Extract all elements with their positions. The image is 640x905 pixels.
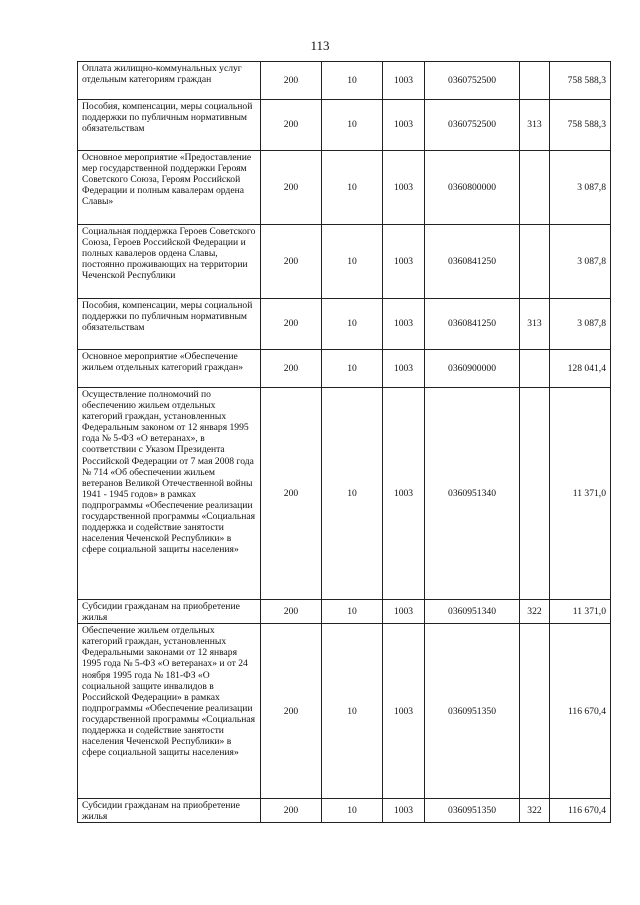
- table-row: [78, 62, 611, 100]
- col-sum: 128 041,4: [550, 350, 611, 388]
- col-vedomstvo: 200: [261, 62, 322, 100]
- table-row: [78, 299, 611, 350]
- row-name: Основное мероприятие «Предоставление мер государственной поддержки Героям Советского Союза, Героям Российской Федерации и полным кавалерам ордена Славы»: [78, 151, 261, 225]
- col-razdel: 10: [322, 151, 383, 225]
- col-razdel: 10: [322, 62, 383, 100]
- col-csr: 0360951350: [425, 799, 520, 823]
- col-podrazdel: 1003: [383, 100, 425, 151]
- row-name: Обеспечение жильем отдельных категорий граждан, установленных Федеральными законами от 12 января 1995 года № 5-ФЗ «О ветеранах» и от 24 ноября 1995 года № 181-ФЗ «О социальной защите инвалидов в Российской Федерации» в рамках подпрограммы «Обеспечение реализации государственной программы «Социальная поддержка и содействие занятости населения Чеченской Республики» в сфере социальной защиты населения»: [78, 624, 261, 799]
- col-vedomstvo: 200: [261, 388, 322, 600]
- col-sum: 758 588,3: [550, 100, 611, 151]
- col-csr: 0360841250: [425, 225, 520, 299]
- col-csr: 0360800000: [425, 151, 520, 225]
- col-vr: [520, 151, 550, 225]
- col-vr: [520, 225, 550, 299]
- col-vedomstvo: 200: [261, 624, 322, 799]
- col-podrazdel: 1003: [383, 299, 425, 350]
- col-vr: 322: [520, 600, 550, 624]
- row-name: Основное мероприятие «Обеспечение жильем отдельных категорий граждан»: [78, 350, 261, 388]
- col-podrazdel: 1003: [383, 799, 425, 823]
- col-razdel: 10: [322, 299, 383, 350]
- col-csr: 0360752500: [425, 62, 520, 100]
- row-name: Субсидии гражданам на приобретение жилья: [78, 600, 261, 624]
- col-vr: 322: [520, 799, 550, 823]
- table-row: [78, 799, 611, 823]
- col-razdel: 10: [322, 225, 383, 299]
- row-name: Субсидии гражданам на приобретение жилья: [78, 799, 261, 823]
- col-razdel: 10: [322, 100, 383, 151]
- table-row: [78, 600, 611, 624]
- budget-table: [77, 61, 611, 823]
- col-vr: [520, 624, 550, 799]
- col-vedomstvo: 200: [261, 350, 322, 388]
- row-name: Пособия, компенсации, меры социальной поддержки по публичным нормативным обязательствам: [78, 100, 261, 151]
- table-row: [78, 100, 611, 151]
- row-name: Оплата жилищно-коммунальных услуг отдельным категориям граждан: [78, 62, 261, 100]
- col-vr: [520, 388, 550, 600]
- col-sum: 11 371,0: [550, 600, 611, 624]
- col-vedomstvo: 200: [261, 299, 322, 350]
- col-sum: 3 087,8: [550, 299, 611, 350]
- col-podrazdel: 1003: [383, 225, 425, 299]
- col-podrazdel: 1003: [383, 350, 425, 388]
- col-sum: 116 670,4: [550, 799, 611, 823]
- col-sum: 3 087,8: [550, 225, 611, 299]
- col-vedomstvo: 200: [261, 225, 322, 299]
- col-vr: 313: [520, 100, 550, 151]
- col-sum: 11 371,0: [550, 388, 611, 600]
- col-razdel: 10: [322, 600, 383, 624]
- col-csr: 0360900000: [425, 350, 520, 388]
- col-csr: 0360752500: [425, 100, 520, 151]
- col-podrazdel: 1003: [383, 388, 425, 600]
- col-csr: 0360951340: [425, 388, 520, 600]
- col-csr: 0360951340: [425, 600, 520, 624]
- col-podrazdel: 1003: [383, 151, 425, 225]
- col-podrazdel: 1003: [383, 624, 425, 799]
- col-razdel: 10: [322, 350, 383, 388]
- table-row: [78, 151, 611, 225]
- table-row: [78, 350, 611, 388]
- col-vedomstvo: 200: [261, 600, 322, 624]
- col-csr: 0360951350: [425, 624, 520, 799]
- col-razdel: 10: [322, 388, 383, 600]
- table-row: [78, 225, 611, 299]
- col-sum: 758 588,3: [550, 62, 611, 100]
- table-row: [78, 388, 611, 600]
- col-csr: 0360841250: [425, 299, 520, 350]
- col-vedomstvo: 200: [261, 100, 322, 151]
- table-row: [78, 624, 611, 799]
- col-razdel: 10: [322, 799, 383, 823]
- col-vr: 313: [520, 299, 550, 350]
- col-sum: 3 087,8: [550, 151, 611, 225]
- page-number: 113: [310, 38, 330, 53]
- col-podrazdel: 1003: [383, 62, 425, 100]
- budget-table-body: [78, 62, 611, 823]
- col-vedomstvo: 200: [261, 151, 322, 225]
- col-vedomstvo: 200: [261, 799, 322, 823]
- row-name: Осуществление полномочий по обеспечению жильем отдельных категорий граждан, установленных Федеральным законом от 12 января 1995 года № 5-ФЗ «О ветеранах», в соответствии с Указом Президента Российской Федерации от 7 мая 2008 года № 714 «Об обеспечении жильем ветеранов Великой Отечественной войны 1941 - 1945 годов» в рамках подпрограммы «Обеспечение реализации государственной программы «Социальная поддержка и содействие занятости населения Чеченской Республики» в сфере социальной защиты населения»: [78, 388, 261, 600]
- col-razdel: 10: [322, 624, 383, 799]
- row-name: Пособия, компенсации, меры социальной поддержки по публичным нормативным обязательствам: [78, 299, 261, 350]
- col-podrazdel: 1003: [383, 600, 425, 624]
- col-vr: [520, 350, 550, 388]
- col-sum: 116 670,4: [550, 624, 611, 799]
- row-name: Социальная поддержка Героев Советского Союза, Героев Российской Федерации и полных кавалеров ордена Славы, постоянно проживающих на территории Чеченской Республики: [78, 225, 261, 299]
- col-vr: [520, 62, 550, 100]
